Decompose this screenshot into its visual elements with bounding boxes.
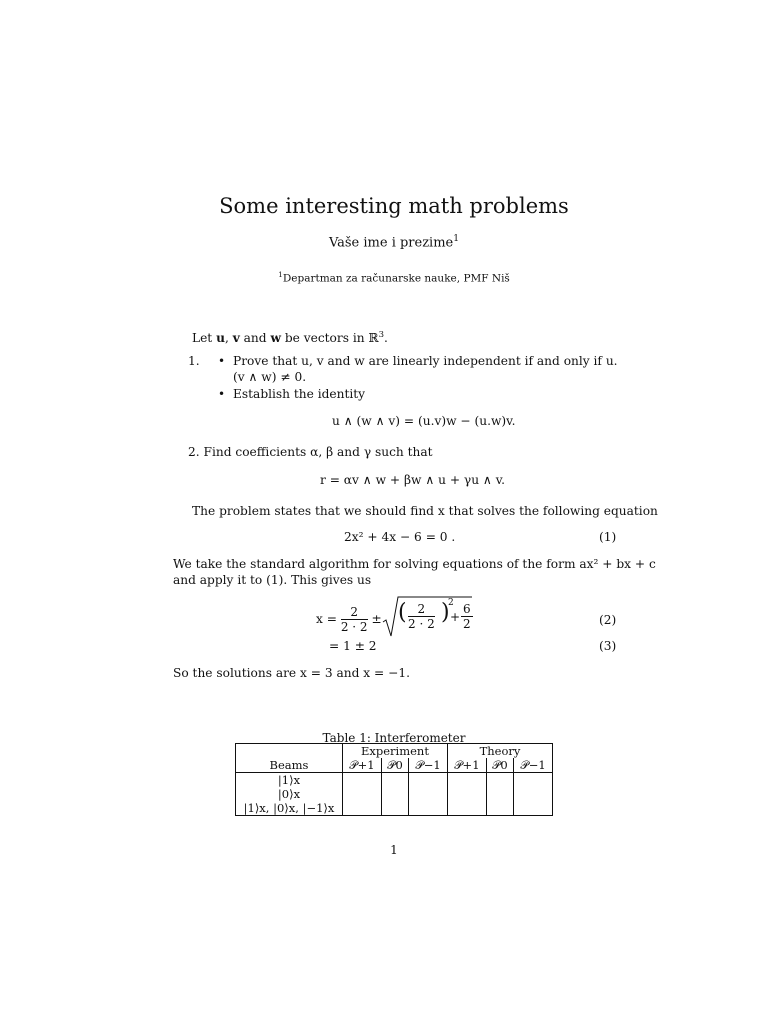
intro-sentence	[192, 327, 388, 346]
col-header: 𝒫0	[486, 758, 513, 773]
author-text: Vaše ime i prezime	[328, 235, 454, 251]
plus-sign: +	[450, 610, 461, 624]
col-header: 𝒫+1	[447, 758, 486, 773]
bullet-dot-icon: •	[218, 387, 226, 401]
fraction-3	[461, 602, 473, 631]
table-header-row-2	[236, 758, 553, 773]
group-header-experiment: Experiment	[343, 744, 448, 759]
equation-3: = 1 ± 2	[329, 639, 377, 653]
page-number: 1	[390, 843, 398, 857]
table-empty-corner	[236, 744, 343, 759]
beams-header: Beams	[236, 758, 343, 773]
table-row	[236, 801, 553, 816]
beam-cell: |1⟩x, |0⟩x, |−1⟩x	[236, 801, 343, 816]
frac1-num: 2	[341, 605, 368, 620]
frac3-num: 6	[463, 602, 471, 616]
paragraph-solutions: So the solutions are x = 3 and x = −1.	[173, 666, 410, 680]
paper-title: Some interesting math problems	[219, 194, 569, 218]
group-header-theory: Theory	[447, 744, 552, 759]
bullet-2	[218, 386, 618, 402]
eq2-lhs-text: x =	[316, 612, 337, 626]
table-row	[236, 773, 553, 788]
equation-3-number: (3)	[599, 639, 617, 653]
table-caption: Table 1: Interferometer	[322, 731, 466, 745]
equation-2-number: (2)	[599, 613, 617, 627]
frac3-den: 2	[463, 617, 471, 631]
paragraph-problem-states: The problem states that we should find x that solves the following equation	[192, 504, 658, 518]
table-header-row-1	[236, 744, 553, 759]
bullet-2-text: Establish the identity	[233, 387, 366, 401]
author-name	[0, 234, 768, 250]
equation-1-number: (1)	[599, 530, 617, 544]
vec-v: v	[232, 331, 240, 346]
exponent: 2	[448, 598, 454, 608]
intro-sup: 3	[378, 330, 385, 340]
equation-2-lhs	[316, 605, 382, 634]
bullet-1-text: Prove that u, v and w are linearly independent if and only if u.(v ∧ w) ≠ 0.	[233, 354, 618, 384]
intro-a: Let	[192, 331, 217, 346]
affiliation	[0, 270, 768, 285]
vec-u: u	[216, 331, 225, 346]
affiliation-text: Departman za računarske nauke, PMF Niš	[282, 272, 510, 285]
affil-sup: 1	[278, 270, 283, 279]
intro-c1: ,	[224, 331, 233, 346]
intro-c3: be vectors in ℝ	[280, 331, 379, 346]
item-2: 2. Find coefficients α, β and γ such that	[188, 445, 433, 459]
plus-minus: ±	[371, 612, 382, 626]
frac2-num: 2	[408, 602, 435, 617]
square-root-expression	[382, 596, 472, 638]
frac2-den: 2 · 2	[408, 617, 435, 631]
item-1-number: 1.	[188, 354, 200, 368]
beam-cell: |0⟩x	[236, 787, 343, 801]
fraction-1	[341, 605, 368, 634]
r-equation: r = αv ∧ w + βw ∧ u + γu ∧ v.	[320, 473, 506, 487]
table-row	[236, 787, 553, 801]
col-header: 𝒫−1	[514, 758, 553, 773]
col-header: 𝒫0	[381, 758, 408, 773]
paragraph-standard-algorithm-line1: We take the standard algorithm for solving equations of the form ax² + bx + c	[173, 557, 656, 571]
intro-end: .	[384, 331, 388, 346]
intro-c2: and	[239, 331, 271, 346]
equation-1: 2x² + 4x − 6 = 0 .	[344, 530, 456, 544]
col-header: 𝒫−1	[409, 758, 448, 773]
interferometer-table	[235, 743, 553, 816]
fraction-2	[408, 602, 435, 631]
beam-cell: |1⟩x	[236, 773, 343, 788]
left-paren: (	[398, 600, 407, 625]
paragraph-standard-algorithm-line2: and apply it to (1). This gives us	[173, 573, 372, 587]
col-header: 𝒫+1	[343, 758, 382, 773]
frac1-den: 2 · 2	[340, 620, 368, 634]
author-affil-sup: 1	[453, 234, 460, 244]
bullet-dot-icon: •	[218, 354, 226, 368]
identity-equation: u ∧ (w ∧ v) = (u.v)w − (u.w)v.	[332, 414, 516, 428]
right-paren: )	[441, 600, 450, 625]
bullet-1	[218, 353, 618, 384]
vec-w: w	[270, 331, 281, 346]
